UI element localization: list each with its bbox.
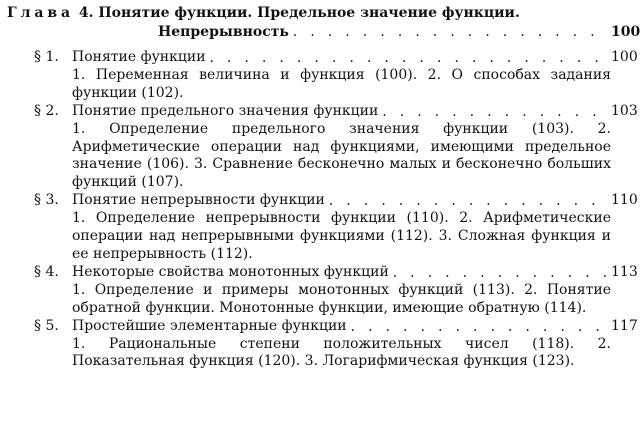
section-heading: [34, 264, 637, 282]
chapter-title: 4. Понятие функции. Предельное значение функции.: [78, 5, 520, 21]
dot-leader: [293, 24, 607, 41]
section-title: Простейшие элементарные функции: [72, 317, 347, 334]
section-entry-1: [34, 49, 637, 103]
section-entry-4: [34, 264, 637, 318]
dot-leader: [351, 319, 607, 336]
section-heading: [34, 192, 637, 210]
dot-leader: [393, 265, 607, 282]
section-page-number: 100: [611, 49, 638, 65]
section-title: Понятие предельного значения функции: [72, 102, 379, 119]
chapter-title-line1: [7, 4, 637, 23]
chapter-title-line2: [7, 23, 641, 42]
chapter-label: Глава: [7, 5, 75, 21]
dot-leader: [329, 193, 607, 210]
section-entry-5: [34, 318, 637, 372]
section-sign: § 1.: [34, 49, 59, 65]
section-sign: § 5.: [34, 317, 59, 334]
section-subsections: 1. Определение и примеры монотонных функций (113). 2. Понятие обратной функции. Монотонные функции, имеющие обратную (114).: [72, 281, 611, 316]
section-sign: § 2.: [34, 102, 59, 119]
section-page-number: 113: [611, 263, 638, 280]
chapter-entry: [7, 4, 641, 41]
section-heading: [34, 318, 637, 336]
section-heading: [34, 49, 637, 67]
section-entry-2: [34, 103, 637, 193]
section-subsections: 1. Определение непрерывности функции (110). 2. Арифметические операции над непрерывными функциями (112). 3. Сложная функция и ее непрерывность (112).: [72, 210, 611, 262]
section-page-number: 117: [611, 317, 638, 334]
dot-leader: [382, 104, 607, 121]
chapter-title-continuation: Непрерывность: [158, 23, 289, 40]
section-title: Понятие функции: [72, 49, 206, 65]
section-page-number: 110: [611, 192, 638, 209]
chapter-page-number: 100: [611, 23, 641, 40]
section-entry-3: [34, 192, 637, 264]
section-title: Понятие непрерывности функции: [72, 192, 325, 209]
section-heading: [34, 103, 637, 121]
section-page-number: 103: [611, 102, 638, 119]
section-sign: § 3.: [34, 192, 59, 209]
section-sign: § 4.: [34, 263, 59, 280]
section-subsections: 1. Определение предельного значения функции (103). 2. Арифметические операции над функциями, имеющими предельное значение (106). 3. Сравнение бесконечно малых и бесконечно больших функций (107).: [72, 120, 611, 191]
section-subsections: 1. Переменная величина и функция (100). 2. О способах задания функции (102).: [72, 66, 611, 101]
dot-leader: [210, 50, 607, 67]
section-title: Некоторые свойства монотонных функций: [72, 263, 389, 280]
section-subsections: 1. Рациональные степени положительных чисел (118). 2. Показательная функция (120). 3. Логарифмическая функция (123).: [72, 335, 611, 370]
